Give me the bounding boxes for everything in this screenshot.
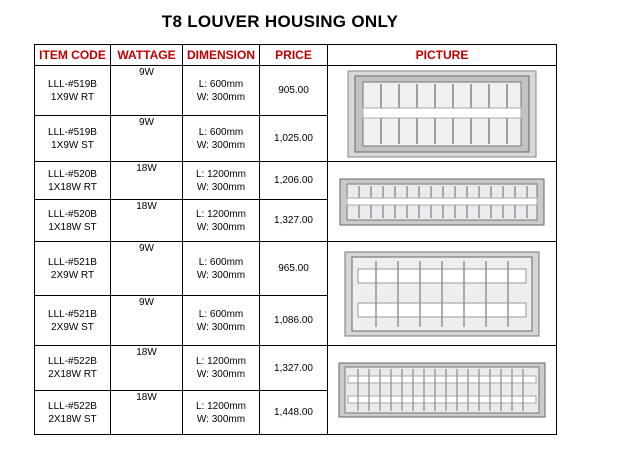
price-cell: 1,327.00 (260, 346, 328, 391)
dimension-cell: L: 1200mm W: 300mm (183, 391, 260, 435)
price-cell: 905.00 (260, 66, 328, 116)
dimension-cell: L: 1200mm W: 300mm (183, 162, 260, 200)
wattage-cell: 18W (111, 162, 183, 200)
louver-housing-1x9w-photo-icon (347, 70, 537, 158)
dimension-cell: L: 1200mm W: 300mm (183, 200, 260, 242)
item-code-cell: LLL-#520B 1X18W RT (35, 162, 111, 200)
price-cell: 965.00 (260, 242, 328, 296)
header-picture: PICTURE (328, 45, 557, 66)
item-code-cell: LLL-#522B 2X18W RT (35, 346, 111, 391)
table-row (35, 162, 557, 200)
price-cell: 1,206.00 (260, 162, 328, 200)
picture-cell (328, 66, 557, 162)
header-price: PRICE (260, 45, 328, 66)
wattage-cell: 9W (111, 66, 183, 116)
header-dimension: DIMENSION (183, 45, 260, 66)
item-code-cell: LLL-#522B 2X18W ST (35, 391, 111, 435)
price-cell: 1,448.00 (260, 391, 328, 435)
dimension-cell: L: 1200mm W: 300mm (183, 346, 260, 391)
dimension-cell: L: 600mm W: 300mm (183, 116, 260, 162)
wattage-cell: 9W (111, 116, 183, 162)
wattage-cell: 9W (111, 242, 183, 296)
table-row (35, 242, 557, 296)
dimension-cell: L: 600mm W: 300mm (183, 296, 260, 346)
item-code-cell: LLL-#519B 1X9W RT (35, 66, 111, 116)
price-cell: 1,025.00 (260, 116, 328, 162)
louver-housing-2x9w-photo-icon (344, 251, 540, 337)
table-row (35, 346, 557, 391)
louver-housing-2x18w-photo-icon (338, 362, 546, 418)
dimension-cell: L: 600mm W: 300mm (183, 66, 260, 116)
header-wattage: WATTAGE (111, 45, 183, 66)
wattage-cell: 18W (111, 346, 183, 391)
table-row (35, 66, 557, 116)
picture-cell (328, 242, 557, 346)
louver-housing-1x18w-photo-icon (339, 178, 545, 226)
wattage-cell: 18W (111, 391, 183, 435)
table-header-row (35, 45, 557, 66)
louver-price-table (34, 44, 557, 435)
header-item-code: ITEM CODE (35, 45, 111, 66)
item-code-cell: LLL-#521B 2X9W RT (35, 242, 111, 296)
item-code-cell: LLL-#520B 1X18W ST (35, 200, 111, 242)
wattage-cell: 9W (111, 296, 183, 346)
item-code-cell: LLL-#519B 1X9W ST (35, 116, 111, 162)
picture-cell (328, 346, 557, 435)
item-code-cell: LLL-#521B 2X9W ST (35, 296, 111, 346)
picture-cell (328, 162, 557, 242)
page-title: T8 LOUVER HOUSING ONLY (161, 12, 399, 31)
price-cell: 1,327.00 (260, 200, 328, 242)
dimension-cell: L: 600mm W: 300mm (183, 242, 260, 296)
price-cell: 1,086.00 (260, 296, 328, 346)
wattage-cell: 18W (111, 200, 183, 242)
